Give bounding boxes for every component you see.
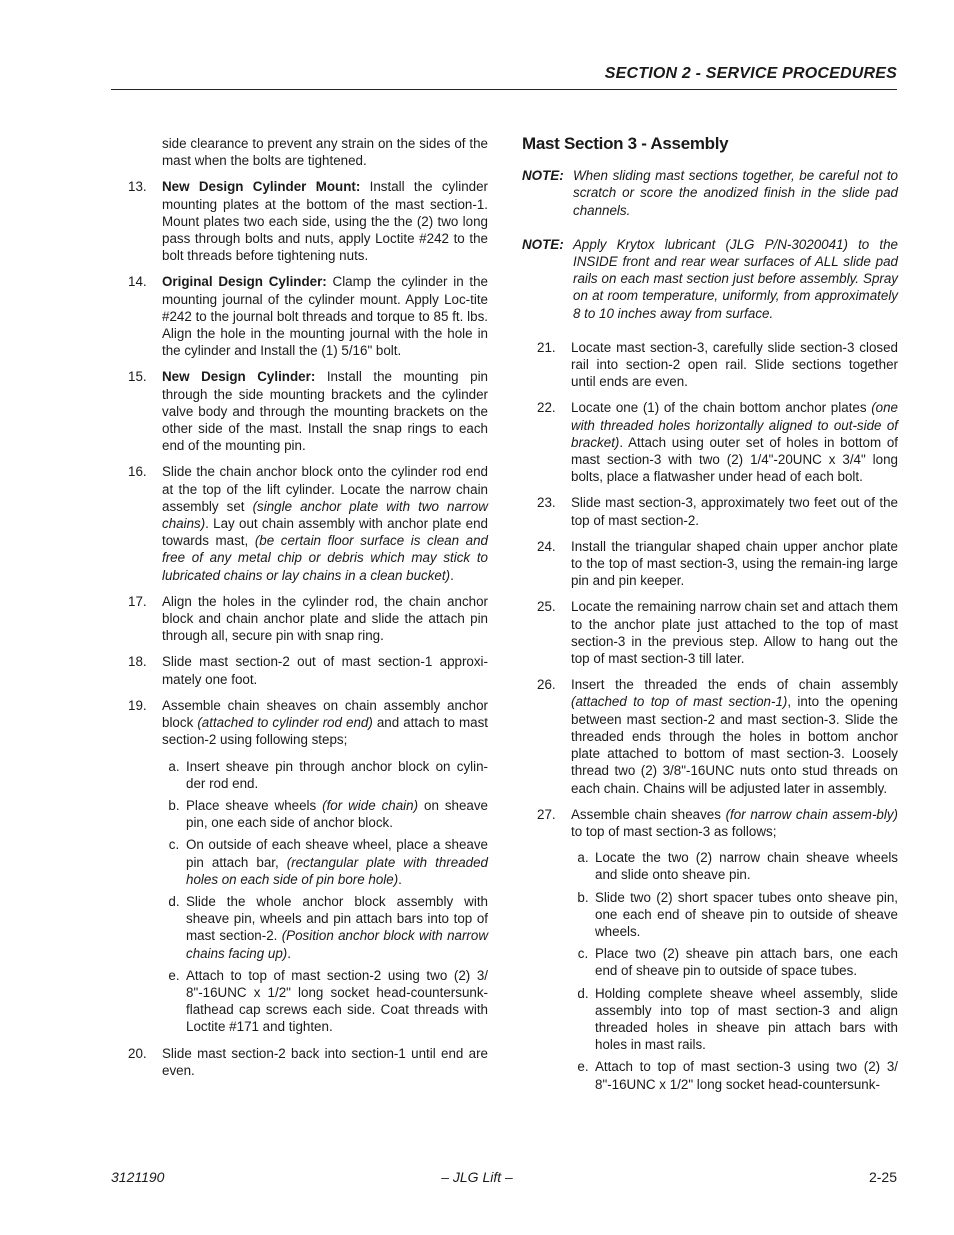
substep-a: a. Insert sheave pin through anchor block on cylin-der rod end. <box>168 758 488 791</box>
page-number: 2-25 <box>868 1169 897 1185</box>
step-24: 24. Install the triangular shaped chain upper anchor plate to the top of mast section-3, using the remain-ing large pin and pin keeper. <box>537 538 898 589</box>
step-21: 21. Locate mast section-3, carefully slide section-3 closed rail into section-2 open rail. Slide sections together until ends are even. <box>537 339 898 390</box>
step-14: 14. Original Design Cylinder: Clamp the cylinder in the mounting journal of the cylinder mount. Apply Loc-tite #242 to the journal bolt threads and torque to 85 ft. lbs. Align the hole in the mounting journal with the hole in the cylinder and Install the (1) 5/16" bolt. <box>128 274 489 359</box>
section-title: SECTION 2 - SERVICE PROCEDURES <box>604 65 897 82</box>
intro-paragraph <box>128 135 488 169</box>
step-13: 13. New Design Cylinder Mount: Install the cylinder mounting plates at the bottom of the mast section-1. Mount plates two each side, using the the (2) two long pass through bolts and nuts, apply Loctite #242 to the bolt threads before tightening nuts. <box>128 179 488 264</box>
step-25: 25. Locate the remaining narrow chain set and attach them to the anchor plate just attached to the top of mast section-3 in the previous step. Allow to hang out the top of mast section-3 till later. <box>537 599 898 667</box>
step-17: 17. Align the holes in the cylinder rod, the chain anchor block and chain anchor plate and slide the attach pin through all, secure pin with snap ring. <box>128 593 488 644</box>
substep-b: b. Place sheave wheels (for wide chain) on sheave pin, one each side of anchor block. <box>168 797 488 831</box>
step-27: 27. Assemble chain sheaves (for narrow chain assem-bly) to top of mast section-3 as follows; <box>537 806 899 839</box>
doc-number: 3121190 <box>111 1169 165 1185</box>
substep-e: e. Attach to top of mast section-2 using two (2) 3/ 8"-16UNC x 1/2" long socket head-countersunk-flathead cap screws each side. Coat threads with Loctite #171 and tighten. <box>168 967 488 1035</box>
step-27-substeps <box>571 849 898 1093</box>
step-22: 22. Locate one (1) of the chain bottom anchor plates (one with threaded holes horizontally aligned to out-side of bracket). Attach using outer set of holes in bottom of mast section-3 with two (2) 1/4"-20UNC x 3/4" long bolts, place a flatwasher under head of each bolt. <box>537 400 898 485</box>
intro-text: side clearance to prevent any strain on the sides of the mast when the bolts are tightened. <box>162 136 488 169</box>
right-column <box>522 135 898 1102</box>
substep-c: c. On outside of each sheave wheel, place a sheave pin attach bar, (rectangular plate with threaded holes on each side of pin bore hole). <box>168 837 489 887</box>
step-20: 20. Slide mast section-2 back into section-1 until end are even. <box>128 1045 488 1078</box>
header-rule <box>111 89 897 90</box>
section-heading: Mast Section 3 - Assembly <box>522 134 729 153</box>
substep-d: d. Holding complete sheave wheel assembly, slide assembly into top of mast section-3 and align threaded holes in sheave pin attach bars with holes in mast rails. <box>577 985 898 1053</box>
note-2: NOTE: Apply Krytox lubricant (JLG P/N-3020041) to the INSIDE front and rear wear surfaces of ALL slide pad rails on each mast section just before assembly. Spray on at room temperature, uniformly, from approximately 8 to 10 inches away from surface. <box>522 236 898 321</box>
substep-b: b. Slide two (2) short spacer tubes onto sheave pin, one each end of sheave pin to outside of sheave wheels. <box>577 889 898 939</box>
footer-brand: – JLG Lift – <box>441 1169 513 1185</box>
substep-a: a. Locate the two (2) narrow chain sheave wheels and slide onto sheave pin. <box>577 850 898 883</box>
substep-d: d. Slide the whole anchor block assembly with sheave pin, wheels and pin attach bars into top of mast section-2. (Position anchor block with narrow chains facing up). <box>168 893 488 961</box>
step-23: 23. Slide mast section-3, approximately two feet out of the top of mast section-2. <box>537 495 898 528</box>
step-16: 16. Slide the chain anchor block onto the cylinder rod end at the top of the lift cylinder. Locate the narrow chain assembly set (single anchor plate with two narrow chains). Lay out chain assembly with anchor plate end towards mast, (be certain floor surface is clean and free of any metal chip or debris which may stick to lubricated chains or lay chains in a clean bucket). <box>128 464 488 583</box>
substep-c: c. Place two (2) sheave pin attach bars, one each end of sheave pin to outside of space tubes. <box>577 946 898 979</box>
step-18: 18. Slide mast section-2 out of mast section-1 approxi-mately one foot. <box>128 654 488 687</box>
step-19-substeps <box>162 758 488 1036</box>
step-26: 26. Insert the threaded the ends of chain assembly (attached to top of mast section-1), into the opening between mast section-2 and mast section-3. Slide the threaded ends through the holes in bottom anchor plate attached to bottom of mast section-3. Loosely thread two (2) 3/8"-16UNC nuts onto stud threads on each chain. Chains will be adjusted later in assembly. <box>537 677 898 796</box>
step-19: 19. Assemble chain sheaves on chain assembly anchor block (attached to cylinder rod end) and attach to mast section-2 using following steps; <box>128 697 488 748</box>
substep-e: e. Attach to top of mast section-3 using two (2) 3/ 8"-16UNC x 1/2" long socket head-countersunk- <box>577 1059 898 1092</box>
left-column <box>128 135 488 1088</box>
step-15: 15. New Design Cylinder: Install the mounting pin through the side mounting brackets and the cylinder valve body and through the mounting brackets on the other side of the mast. Install the snap rings to each end of the mounting pin. <box>128 369 488 454</box>
note-1: NOTE: When sliding mast sections together, be careful not to scratch or score the anodized finish in the slide pad channels. <box>522 168 898 218</box>
